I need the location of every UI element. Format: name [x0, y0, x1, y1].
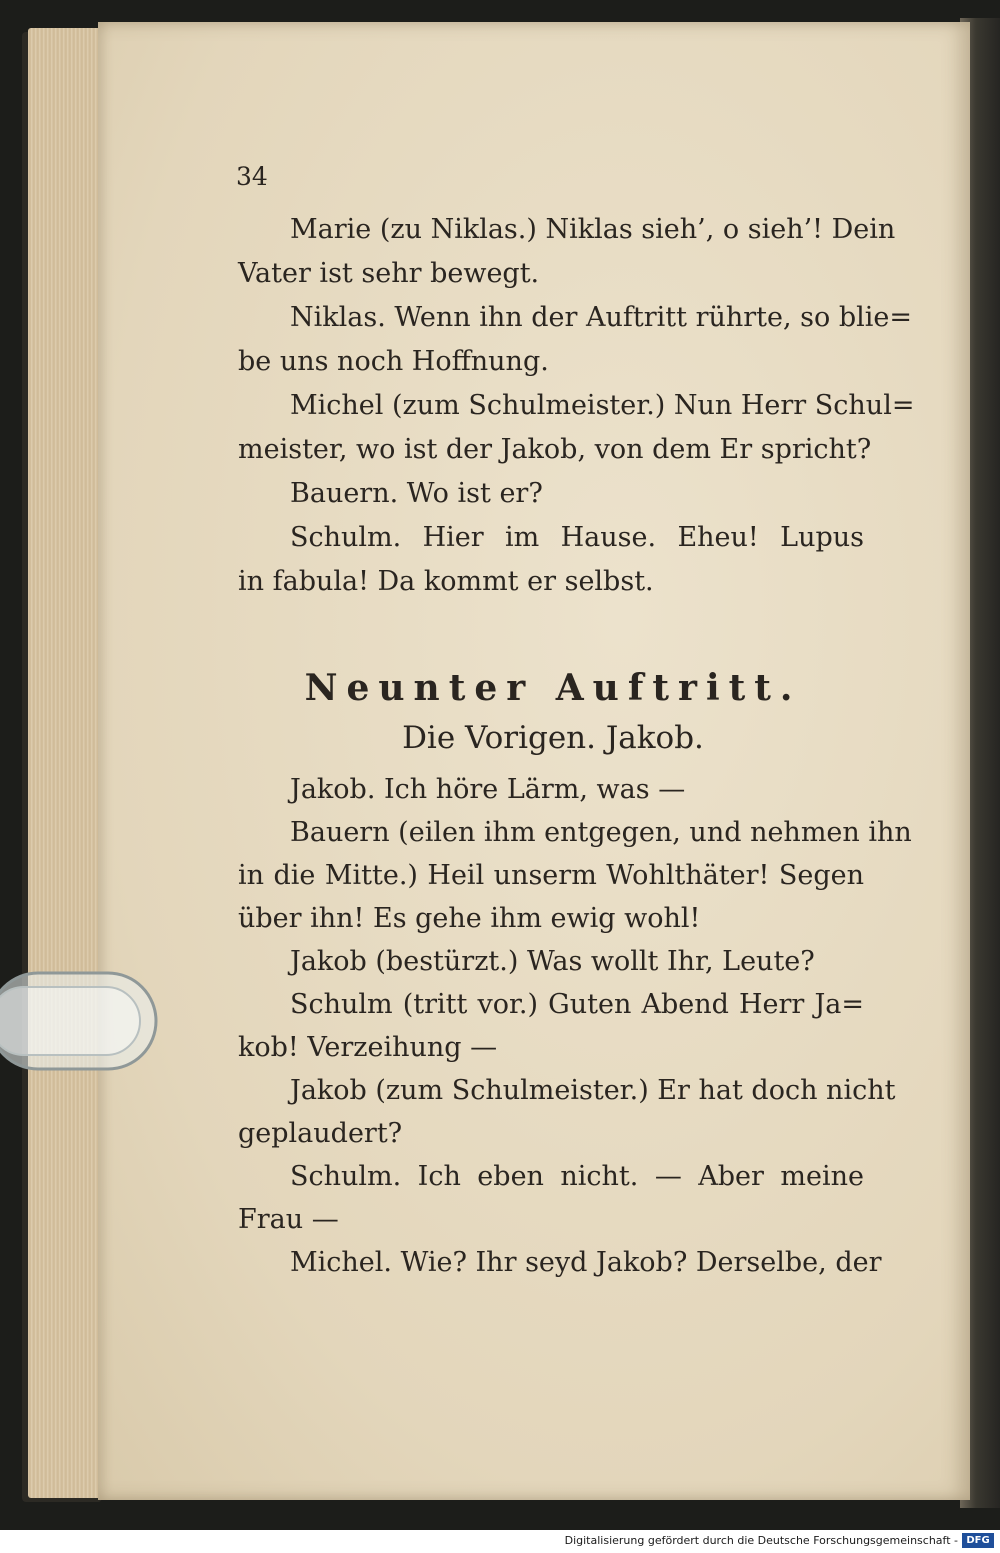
footer-credit: Digitalisierung gefördert durch die Deutsche Forschungsgemeinschaft -	[564, 1534, 958, 1547]
text-line: über ihn! Es gehe ihm ewig wohl!	[238, 903, 701, 934]
text-line: Bauern. Wo ist er?	[290, 478, 543, 509]
text-line: Jakob (zum Schulmeister.) Er hat doch nicht	[290, 1075, 896, 1106]
dfg-logo: DFG	[962, 1533, 994, 1548]
text-line: Jakob (bestürzt.) Was wollt Ihr, Leute?	[290, 946, 815, 977]
text-line: meister, wo ist der Jakob, von dem Er spricht?	[238, 434, 872, 465]
scene-heading: Neunter Auftritt.	[304, 667, 802, 709]
text-line: in die Mitte.) Heil unserm Wohlthäter! Segen	[238, 860, 864, 891]
text-line: Schulm (tritt vor.) Guten Abend Herr Ja=	[290, 989, 864, 1020]
text-line: Michel (zum Schulmeister.) Nun Herr Schul=	[290, 390, 915, 421]
text-line: Jakob. Ich höre Lärm, was —	[290, 774, 686, 805]
text-line: in fabula! Da kommt er selbst.	[238, 566, 654, 597]
text-line: Marie (zu Niklas.) Niklas sieh’, o sieh’! Dein	[290, 214, 896, 245]
text-line: Schulm. Hier im Hause. Eheu! Lupus	[290, 522, 864, 553]
footer-bar	[0, 1530, 1000, 1553]
text-line: Michel. Wie? Ihr seyd Jakob? Derselbe, der	[290, 1247, 882, 1278]
text-line: be uns noch Hoffnung.	[238, 346, 549, 377]
page-clip	[0, 965, 162, 1077]
text-line: kob! Verzeihung —	[238, 1032, 498, 1063]
page-number: 34	[236, 162, 268, 191]
text-line: Schulm. Ich eben nicht. — Aber meine	[290, 1161, 864, 1192]
text-line: geplaudert?	[238, 1118, 403, 1149]
text-line: Frau —	[238, 1204, 339, 1235]
text-line: Bauern (eilen ihm entgegen, und nehmen ihn	[290, 817, 912, 848]
text-line: Vater ist sehr bewegt.	[238, 258, 540, 289]
scene-subheading: Die Vorigen. Jakob.	[402, 720, 704, 756]
text-line: Niklas. Wenn ihn der Auftritt rührte, so blie=	[290, 302, 913, 333]
